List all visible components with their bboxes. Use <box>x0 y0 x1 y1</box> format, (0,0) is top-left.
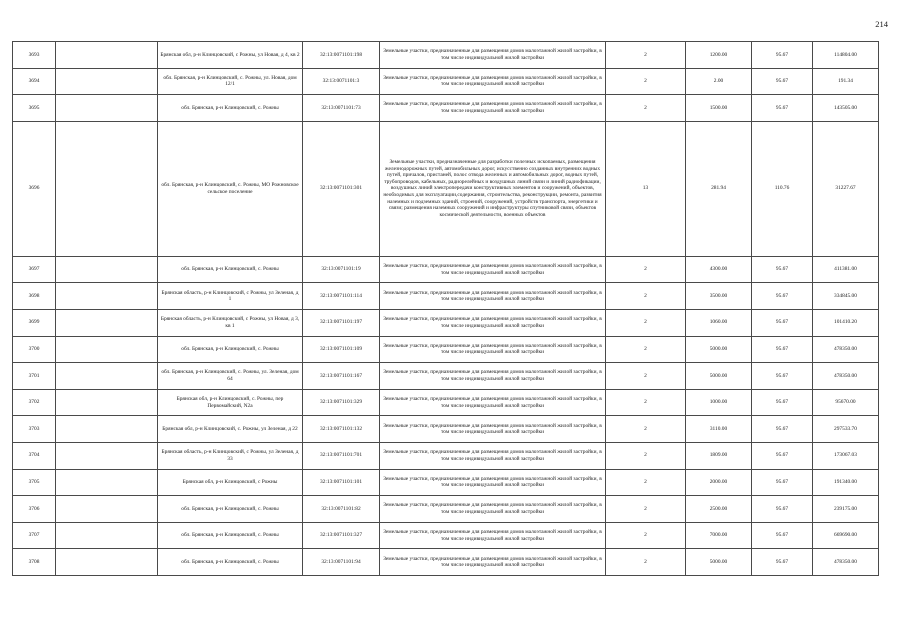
area-cell: 4300.00 <box>686 256 752 283</box>
blank-column <box>56 95 158 122</box>
blank-column <box>56 42 158 69</box>
cadastral-value-cell: 143505.00 <box>813 95 879 122</box>
cadastral-number-cell: 32:13:0071101:301 <box>303 121 380 256</box>
cadastral-number-cell: 32:13:0071101:167 <box>303 363 380 390</box>
land-use-purpose-cell: Земельные участки, предназначенные для размещения домов малоэтажной жилой застройки, в том числе индивидуальной жилой застройки <box>380 549 606 576</box>
table-row <box>13 469 879 496</box>
cadastral-number-cell: 32:13:0071101:114 <box>303 283 380 310</box>
use-group-cell: 2 <box>606 95 686 122</box>
use-group-cell: 2 <box>606 256 686 283</box>
land-use-purpose-cell: Земельные участки, предназначенные для размещения домов малоэтажной жилой застройки, в том числе индивидуальной жилой застройки <box>380 283 606 310</box>
address-cell: Брянская обл, р-н Клинцовский, с. Рожны, пер Первомайский, N2а <box>158 389 303 416</box>
land-use-purpose-cell: Земельные участки, предназначенные для размещения домов малоэтажной жилой застройки, в том числе индивидуальной жилой застройки <box>380 309 606 336</box>
row-number: 3705 <box>13 469 56 496</box>
row-number: 3708 <box>13 549 56 576</box>
area-cell: 2500.00 <box>686 496 752 523</box>
land-use-purpose-cell: Земельные участки, предназначенные для размещения домов малоэтажной жилой застройки, в том числе индивидуальной жилой застройки <box>380 389 606 416</box>
cadastral-value-cell: 297533.70 <box>813 416 879 443</box>
land-use-purpose-cell: Земельные участки, предназначенные для размещения домов малоэтажной жилой застройки, в том числе индивидуальной жилой застройки <box>380 336 606 363</box>
table-row <box>13 522 879 549</box>
use-group-cell: 2 <box>606 389 686 416</box>
cadastral-number-cell: 32:13:0071101:197 <box>303 309 380 336</box>
use-group-cell: 2 <box>606 336 686 363</box>
use-group-cell: 2 <box>606 469 686 496</box>
area-cell: 5000.00 <box>686 549 752 576</box>
table-row <box>13 42 879 69</box>
specific-value-cell: 95.67 <box>752 42 813 69</box>
land-use-purpose-cell: Земельные участки, предназначенные для размещения домов малоэтажной жилой застройки, в том числе индивидуальной жилой застройки <box>380 416 606 443</box>
blank-column <box>56 283 158 310</box>
blank-column <box>56 363 158 390</box>
specific-value-cell: 95.67 <box>752 95 813 122</box>
cadastral-number-cell: 32:13:0071101:101 <box>303 469 380 496</box>
land-use-purpose-cell: Земельные участки, предназначенные для размещения домов малоэтажной жилой застройки, в том числе индивидуальной жилой застройки <box>380 256 606 283</box>
cadastral-value-cell: 411381.00 <box>813 256 879 283</box>
specific-value-cell: 95.67 <box>752 522 813 549</box>
address-cell: Брянская область, р-н Клинцовский, с Рожны, ул Новая, д 3, кв 1 <box>158 309 303 336</box>
area-cell: 1060.00 <box>686 309 752 336</box>
area-cell: 7000.00 <box>686 522 752 549</box>
table-row <box>13 549 879 576</box>
specific-value-cell: 95.67 <box>752 309 813 336</box>
use-group-cell: 2 <box>606 42 686 69</box>
specific-value-cell: 95.67 <box>752 336 813 363</box>
address-cell: обл. Брянская, р-н Клинцовский, с. Рожны <box>158 522 303 549</box>
row-number: 3697 <box>13 256 56 283</box>
use-group-cell: 2 <box>606 283 686 310</box>
use-group-cell: 2 <box>606 363 686 390</box>
address-cell: Брянская обл, р-н Клинцовский, с. Рожны, ул Зеленая, д 22 <box>158 416 303 443</box>
row-number: 3700 <box>13 336 56 363</box>
area-cell: 281.94 <box>686 121 752 256</box>
row-number: 3693 <box>13 42 56 69</box>
use-group-cell: 2 <box>606 549 686 576</box>
cadastral-number-cell: 32:13:0071101:329 <box>303 389 380 416</box>
row-number: 3702 <box>13 389 56 416</box>
land-use-purpose-cell: Земельные участки, предназначенные для размещения домов малоэтажной жилой застройки, в том числе индивидуальной жилой застройки <box>380 68 606 95</box>
specific-value-cell: 95.67 <box>752 549 813 576</box>
use-group-cell: 2 <box>606 442 686 469</box>
area-cell: 2.00 <box>686 68 752 95</box>
use-group-cell: 2 <box>606 496 686 523</box>
specific-value-cell: 95.67 <box>752 283 813 310</box>
blank-column <box>56 68 158 95</box>
land-use-purpose-cell: Земельные участки, предназначенные для размещения домов малоэтажной жилой застройки, в том числе индивидуальной жилой застройки <box>380 496 606 523</box>
table-row <box>13 389 879 416</box>
area-cell: 1809.00 <box>686 442 752 469</box>
address-cell: Брянская обл, р-н Клинцовский, с Рожны, ул Новая, д 4, кв 2 <box>158 42 303 69</box>
blank-column <box>56 416 158 443</box>
row-number: 3707 <box>13 522 56 549</box>
area-cell: 1200.00 <box>686 42 752 69</box>
cadastral-value-cell: 191.34 <box>813 68 879 95</box>
address-cell: Брянская область, р-н Клинцовский, с Рожны, ул Зеленая, д 33 <box>158 442 303 469</box>
table-row <box>13 363 879 390</box>
table-row <box>13 442 879 469</box>
specific-value-cell: 95.67 <box>752 416 813 443</box>
cadastral-number-cell: 32:13:0071101:73 <box>303 95 380 122</box>
cadastral-number-cell: 32:13:0071101:701 <box>303 442 380 469</box>
use-group-cell: 2 <box>606 68 686 95</box>
specific-value-cell: 95.67 <box>752 363 813 390</box>
table-row <box>13 95 879 122</box>
cadastral-value-cell: 478350.00 <box>813 336 879 363</box>
cadastral-value-cell: 101410.20 <box>813 309 879 336</box>
table-row <box>13 283 879 310</box>
cadastral-value-cell: 114804.00 <box>813 42 879 69</box>
area-cell: 5000.00 <box>686 336 752 363</box>
blank-column <box>56 256 158 283</box>
specific-value-cell: 110.76 <box>752 121 813 256</box>
blank-column <box>56 309 158 336</box>
address-cell: обл. Брянская, р-н Клинцовский, с. Рожны <box>158 95 303 122</box>
use-group-cell: 13 <box>606 121 686 256</box>
specific-value-cell: 95.67 <box>752 442 813 469</box>
address-cell: обл. Брянская, р-н Клинцовский, с. Рожны <box>158 549 303 576</box>
land-use-purpose-cell: Земельные участки, предназначенные для размещения домов малоэтажной жилой застройки, в том числе индивидуальной жилой застройки <box>380 95 606 122</box>
land-use-purpose-cell: Земельные участки, предназначенные для размещения домов малоэтажной жилой застройки, в том числе индивидуальной жилой застройки <box>380 442 606 469</box>
cadastral-number-cell: 32:13:0071101:19 <box>303 256 380 283</box>
specific-value-cell: 95.67 <box>752 389 813 416</box>
cadastral-value-cell: 191340.00 <box>813 469 879 496</box>
blank-column <box>56 496 158 523</box>
table-row <box>13 68 879 95</box>
address-cell: обл. Брянская, р-н Клинцовский, с. Рожны, ул. Зеленая, дом 64 <box>158 363 303 390</box>
blank-column <box>56 549 158 576</box>
area-cell: 1000.00 <box>686 389 752 416</box>
area-cell: 2000.00 <box>686 469 752 496</box>
cadastral-value-cell: 334845.00 <box>813 283 879 310</box>
land-use-purpose-cell: Земельные участки, предназначенные для размещения домов малоэтажной жилой застройки, в том числе индивидуальной жилой застройки <box>380 42 606 69</box>
address-cell: обл. Брянская, р-н Клинцовский, с. Рожны <box>158 496 303 523</box>
blank-column <box>56 522 158 549</box>
area-cell: 3110.00 <box>686 416 752 443</box>
cadastral-value-cell: 239175.00 <box>813 496 879 523</box>
use-group-cell: 2 <box>606 309 686 336</box>
specific-value-cell: 95.67 <box>752 68 813 95</box>
cadastral-number-cell: 32:13:0071101:3 <box>303 68 380 95</box>
cadastral-value-cell: 669690.00 <box>813 522 879 549</box>
address-cell: обл. Брянская, р-н Клинцовский, с. Рожны <box>158 256 303 283</box>
table-row <box>13 496 879 523</box>
address-cell: обл. Брянская, р-н Клинцовский, с. Рожны, ул. Новая, дом 12/1 <box>158 68 303 95</box>
blank-column <box>56 469 158 496</box>
table-row <box>13 309 879 336</box>
specific-value-cell: 95.67 <box>752 496 813 523</box>
cadastral-number-cell: 32:13:0071101:82 <box>303 496 380 523</box>
cadastral-value-cell: 478350.00 <box>813 363 879 390</box>
land-use-purpose-cell: Земельные участки, предназначенные для размещения домов малоэтажной жилой застройки, в том числе индивидуальной жилой застройки <box>380 522 606 549</box>
cadastral-value-cell: 478350.00 <box>813 549 879 576</box>
cadastral-value-cell: 31227.67 <box>813 121 879 256</box>
land-use-purpose-cell: Земельные участки, предназначенные для размещения домов малоэтажной жилой застройки, в том числе индивидуальной жилой застройки <box>380 469 606 496</box>
cadastral-value-table <box>12 41 879 576</box>
area-cell: 5000.00 <box>686 363 752 390</box>
land-use-purpose-cell: Земельные участки, предназначенные для разработки полезных ископаемых, размещения железнодорожных путей, автомобильных дорог, искусственно созданных внутренних водных путей, причалов, пристаней, полос отвода железных и автомобильных дорог, водных путей, трубопроводов, кабельных, радиорелейных и воздушных линий связи и линий радиофикации, воздушных линий электропередачи конструктивных элементов и сооружений, объектов, необходимых для эксплуатации,содержания, строительства, реконструкции, ремонта, развития наземных и подземных зданий, строений, сооружений, устройств транспорта, энергетики и связи; размещения наземных сооружений и инфраструктуры спутниковой связи, объектов космической деятельности, военных объектов <box>380 121 606 256</box>
address-cell: обл. Брянская, р-н Клинцовский, с. Рожны <box>158 336 303 363</box>
cadastral-number-cell: 32:13:0071101:94 <box>303 549 380 576</box>
blank-column <box>56 336 158 363</box>
table-row <box>13 121 879 256</box>
row-number: 3701 <box>13 363 56 390</box>
page-number: 214 <box>875 19 888 29</box>
blank-column <box>56 121 158 256</box>
address-cell: обл. Брянская, р-н Клинцовский, с. Рожны, МО Рожновское сельское поселение <box>158 121 303 256</box>
row-number: 3694 <box>13 68 56 95</box>
use-group-cell: 2 <box>606 522 686 549</box>
table-row <box>13 256 879 283</box>
row-number: 3703 <box>13 416 56 443</box>
row-number: 3706 <box>13 496 56 523</box>
specific-value-cell: 95.67 <box>752 469 813 496</box>
cadastral-number-cell: 32:13:0071101:327 <box>303 522 380 549</box>
area-cell: 1500.00 <box>686 95 752 122</box>
row-number: 3695 <box>13 95 56 122</box>
land-use-purpose-cell: Земельные участки, предназначенные для размещения домов малоэтажной жилой застройки, в том числе индивидуальной жилой застройки <box>380 363 606 390</box>
cadastral-value-cell: 95670.00 <box>813 389 879 416</box>
table-row <box>13 416 879 443</box>
cadastral-number-cell: 32:13:0071101:198 <box>303 42 380 69</box>
row-number: 3704 <box>13 442 56 469</box>
cadastral-number-cell: 32:13:0071101:132 <box>303 416 380 443</box>
area-cell: 3500.00 <box>686 283 752 310</box>
blank-column <box>56 389 158 416</box>
use-group-cell: 2 <box>606 416 686 443</box>
table-row <box>13 336 879 363</box>
blank-column <box>56 442 158 469</box>
row-number: 3696 <box>13 121 56 256</box>
row-number: 3699 <box>13 309 56 336</box>
address-cell: Брянская обл, р-н Клинцовский, с Рожны <box>158 469 303 496</box>
address-cell: Брянская область, р-н Клинцовский, с Рожны, ул Зеленая, д 1 <box>158 283 303 310</box>
row-number: 3698 <box>13 283 56 310</box>
cadastral-value-cell: 173067.03 <box>813 442 879 469</box>
specific-value-cell: 95.67 <box>752 256 813 283</box>
cadastral-number-cell: 32:13:0071101:109 <box>303 336 380 363</box>
